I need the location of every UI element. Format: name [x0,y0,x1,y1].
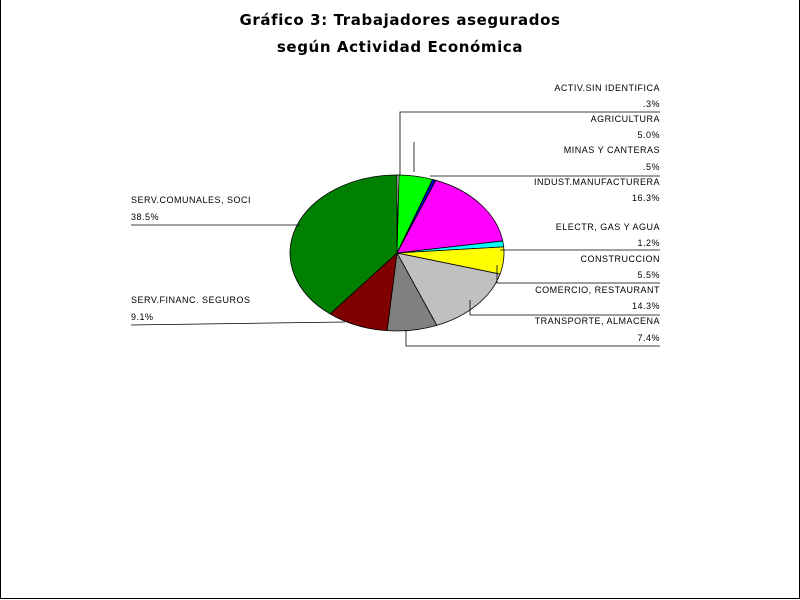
slice-label-10: SERV.COMUNALES, SOCI [131,195,252,205]
slice-label-9: SERV.FINANC. SEGUROS [131,295,251,305]
slice-label-2: AGRICULTURA [590,114,660,124]
slice-percent-4: 16.3% [631,193,660,203]
slice-percent-1: .3% [642,99,660,109]
slice-label-5: ELECTR, GAS Y AGUA [555,222,660,232]
slice-percent-9: 9.1% [131,312,154,322]
slice-label-3: MINAS Y CANTERAS [563,145,660,155]
slice-label-8: TRANSPORTE, ALMACENA [534,316,660,326]
slice-percent-2: 5.0% [637,130,660,140]
pie-slices [290,175,504,331]
slice-label-6: CONSTRUCCION [580,254,660,264]
slice-label-7: COMERCIO, RESTAURANT [535,285,660,295]
slice-percent-8: 7.4% [637,333,660,343]
slice-percent-3: .5% [642,162,660,172]
slice-percent-6: 5.5% [637,270,660,280]
chart-title-line2: según Actividad Económica [276,38,524,56]
slice-percent-10: 38.5% [131,212,160,222]
leader-line-8 [406,331,660,346]
slice-label-4: INDUST.MANUFACTURERA [533,177,660,187]
leader-line-6 [497,265,660,283]
slice-percent-7: 14.3% [631,301,660,311]
slice-label-1: ACTIV.SIN IDENTIFICA [554,83,660,93]
leader-line-9 [131,322,345,325]
chart-title-line1: Gráfico 3: Trabajadores asegurados [239,11,561,29]
slice-percent-5: 1.2% [637,238,660,248]
